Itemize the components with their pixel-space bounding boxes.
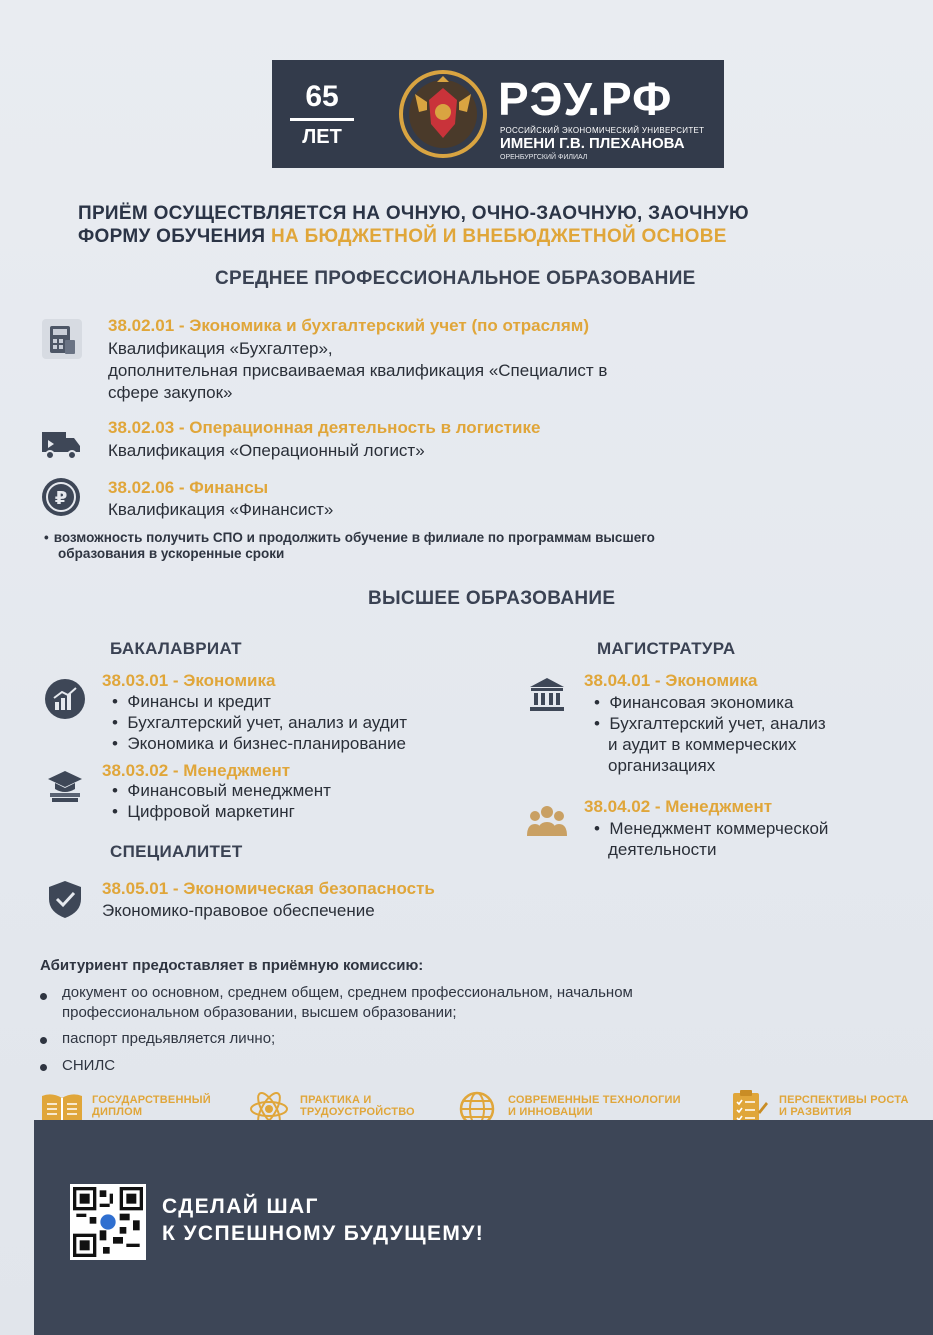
feature-line: ПРАКТИКА И [300, 1094, 372, 1106]
header-banner [272, 60, 724, 168]
headline-line1: ПРИЁМ ОСУЩЕСТВЛЯЕТСЯ НА ОЧНУЮ, ОЧНО-ЗАОЧНУЮ, ЗАОЧНУЮ [78, 203, 749, 224]
profile-item: • Финансовый менеджмент [112, 781, 331, 800]
feature-growth [779, 1094, 909, 1118]
program-qualification [108, 338, 607, 404]
university-branch: ОРЕНБУРГСКИЙ ФИЛИАЛ [500, 154, 588, 161]
documents-item-1 [62, 983, 633, 1023]
program-profile: Экономико-правовое обеспечение [102, 901, 375, 920]
calculator-icon [41, 318, 83, 360]
program-profiles [112, 780, 331, 822]
truck-icon [40, 422, 82, 464]
program-profiles [112, 691, 407, 754]
profile-item: • Экономика и бизнес-планирование [112, 734, 406, 753]
qualification-line: дополнительная присваиваемая квалификация «Специалист в [108, 361, 608, 380]
university-name-line2: ИМЕНИ Г.В. ПЛЕХАНОВА [500, 135, 685, 152]
headline-line2-prefix: ФОРМУ ОБУЧЕНИЯ [78, 226, 266, 247]
anniversary-divider [290, 118, 354, 121]
profile-item: и аудит в коммерческих [608, 735, 797, 754]
program-code-38-04-02: 38.04.02 - Менеджмент [584, 797, 773, 816]
call-to-action [162, 1193, 484, 1247]
feature-line: ГОСУДАРСТВЕННЫЙ [92, 1094, 211, 1106]
program-code-38-03-02: 38.03.02 - Менеджмент [102, 761, 291, 780]
spo-note: • возможность получить СПО и продолжить обучение в филиале по программам высшего образования в ускоренные сроки [44, 530, 655, 561]
shield-check-icon [44, 878, 86, 920]
feature-technology [508, 1094, 681, 1118]
qualification-line: Квалификация «Бухгалтер», [108, 339, 333, 358]
program-code-38-02-03: 38.02.03 - Операционная деятельность в логистике [108, 418, 541, 437]
profile-item: • Финансы и кредит [112, 692, 271, 711]
profile-item: • Бухгалтерский учет, анализ и аудит [112, 713, 407, 732]
documents-item-1-line2: профессиональном образовании, высшем образовании; [62, 1004, 457, 1021]
ruble-coin-icon [40, 476, 82, 518]
spo-section-title: СРЕДНЕЕ ПРОФЕССИОНАЛЬНОЕ ОБРАЗОВАНИЕ [215, 268, 696, 289]
bullet-dot [40, 1037, 47, 1044]
headline-line2 [78, 225, 868, 248]
growth-chart-icon [44, 678, 86, 720]
profile-item: • Менеджмент коммерческой [594, 819, 829, 838]
feature-line: ДИПЛОМ [92, 1106, 143, 1118]
specialist-title: СПЕЦИАЛИТЕТ [110, 842, 243, 861]
profile-item: • Цифровой маркетинг [112, 802, 295, 821]
anniversary-number: 65 [305, 80, 339, 113]
svg-text:₽: ₽ [54, 488, 68, 509]
feature-line: И ИННОВАЦИИ [508, 1106, 593, 1118]
bachelor-title: БАКАЛАВРИАТ [110, 639, 242, 658]
feature-line: СОВРЕМЕННЫЕ ТЕХНОЛОГИИ [508, 1094, 681, 1106]
master-title: МАГИСТРАТУРА [597, 639, 736, 658]
brand-name: РЭУ.РФ [498, 73, 673, 125]
program-code-38-04-01: 38.04.01 - Экономика [584, 671, 758, 690]
documents-item-1-line1: документ оо основном, среднем общем, среднем профессиональном, начальном [62, 984, 633, 1001]
program-code-38-03-01: 38.03.01 - Экономика [102, 671, 276, 690]
feature-practice [300, 1094, 415, 1118]
program-code-38-02-01: 38.02.01 - Экономика и бухгалтерский учет (по отраслям) [108, 316, 590, 335]
cta-line1: СДЕЛАЙ ШАГ [162, 1195, 319, 1218]
bullet-dot [40, 993, 47, 1000]
anniversary-word: ЛЕТ [302, 126, 342, 148]
bullet-dot [40, 1064, 47, 1071]
program-code-38-02-06: 38.02.06 - Финансы [108, 478, 269, 497]
profile-item: организациях [608, 756, 716, 775]
feature-line: ПЕРСПЕКТИВЫ РОСТА [779, 1094, 909, 1106]
university-name-line1: РОССИЙСКИЙ ЭКОНОМИЧЕСКИЙ УНИВЕРСИТЕТ [500, 126, 705, 135]
profile-item: • Финансовая экономика [594, 693, 794, 712]
profile-item: деятельности [608, 840, 717, 859]
documents-title: Абитуриент предоставляет в приёмную комиссию: [40, 957, 424, 974]
qualification-line: сфере закупок» [108, 383, 233, 402]
program-qualification: Квалификация «Финансист» [108, 500, 334, 519]
feature-line: И РАЗВИТИЯ [779, 1106, 852, 1118]
documents-item-2: паспорт предьявляется лично; [62, 1030, 276, 1047]
documents-item-3: СНИЛС [62, 1057, 116, 1074]
program-code-38-05-01: 38.05.01 - Экономическая безопасность [102, 879, 435, 898]
university-emblem [397, 68, 489, 160]
graduation-cap-icon [44, 765, 86, 807]
qr-code[interactable] [70, 1184, 146, 1260]
bank-building-icon [526, 673, 568, 715]
feature-diploma [92, 1094, 211, 1118]
program-profiles [594, 818, 828, 860]
feature-line: ТРУДОУСТРОЙСТВО [300, 1106, 415, 1118]
headline-highlight: НА БЮДЖЕТНОЙ И ВНЕБЮДЖЕТНОЙ ОСНОВЕ [270, 226, 727, 247]
cta-line2: К УСПЕШНОМУ БУДУЩЕМУ! [162, 1222, 485, 1245]
admission-headline [78, 202, 868, 248]
footer-banner [34, 1120, 933, 1335]
spo-note-line1: возможность получить СПО и продолжить обучение в филиале по программам высшего [53, 530, 655, 545]
spo-note-line2: образования в ускоренные сроки [58, 546, 285, 561]
profile-item: • Бухгалтерский учет, анализ [594, 714, 826, 733]
program-qualification: Квалификация «Операционный логист» [108, 441, 425, 460]
vo-section-title: ВЫСШЕЕ ОБРАЗОВАНИЕ [368, 588, 616, 609]
program-profiles [594, 692, 826, 776]
team-people-icon [526, 800, 568, 842]
